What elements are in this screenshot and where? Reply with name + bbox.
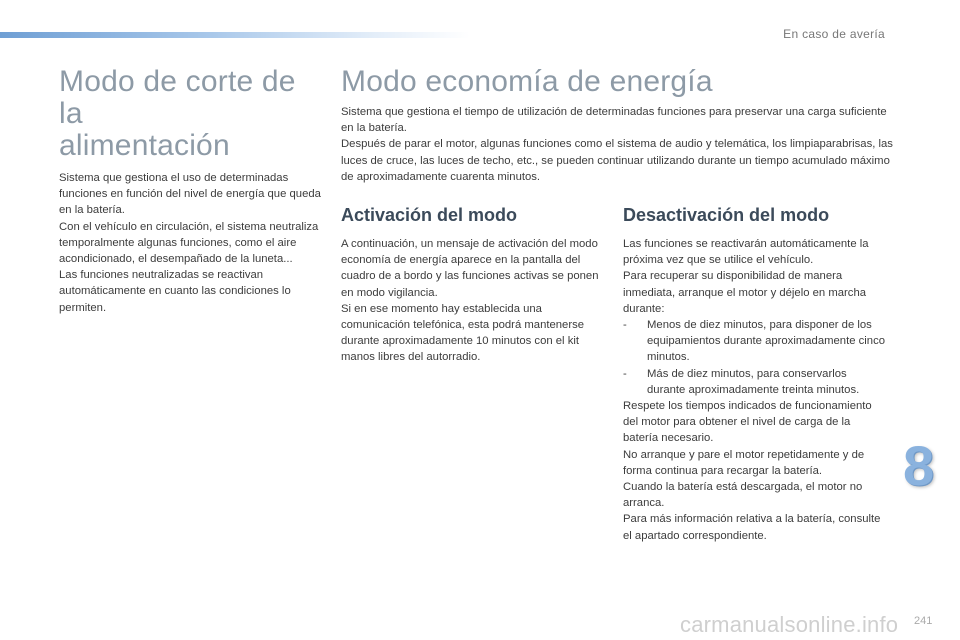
activation-paragraph: A continuación, un mensaje de activación del modo economía de energía aparece en la pantalla del cuadro de a bordo y las funciones activas se ponen en modo vigilancia. [341,238,599,299]
section-header: En caso de avería [783,27,885,41]
power-cut-title-line2: alimentación [59,129,230,162]
deactivation-paragraph: Para más información relativa a la batería, consulte el apartado correspondiente. [623,513,881,542]
activation-title: Activación del modo [341,205,518,225]
deactivation-paragraph: Las funciones se reactivarán automáticamente la próxima vez que se utilice el vehículo. [623,238,869,267]
deactivation-bullet [623,317,885,366]
deactivation-paragraph: Para recuperar su disponibilidad de manera inmediata, arranque el motor y déjelo en marcha durante: [623,270,867,315]
bullet-dash: - [623,367,627,380]
power-cut-title-line1: Modo de corte de la [59,65,296,130]
energy-saving-paragraph: Sistema que gestiona el tiempo de utilización de determinadas funciones para preservar una carga suficiente en la batería. [341,106,887,135]
activation-section [341,204,603,366]
energy-saving-title: Modo economía de energía [341,65,713,98]
deactivation-title: Desactivación del modo [623,205,830,225]
power-cut-title [59,66,324,162]
power-cut-paragraph: Con el vehículo en circulación, el sistema neutraliza temporalmente algunas funciones, como el aire acondicionado, el desempañado de la luneta... [59,220,319,266]
deactivation-bullet [623,366,885,398]
bullet-dash: - [623,319,627,332]
bullet-text: Más de diez minutos, para conservarlos durante aproximadamente treinta minutos. [647,367,860,396]
power-cut-paragraph: Las funciones neutralizadas se reactivan automáticamente en cuanto las condiciones lo permiten. [59,269,291,314]
power-cut-section [59,66,324,316]
deactivation-paragraph: No arranque y pare el motor repetidamente y de forma continua para recargar la batería. [623,448,865,477]
energy-saving-section [341,66,896,185]
page-number: 241 [914,615,933,627]
chapter-number: 8 [903,434,935,497]
header-accent-bar [0,32,470,38]
activation-paragraph: Si en ese momento hay establecida una comunicación telefónica, esta podrá mantenerse durante aproximadamente 10 minutos con el kit manos libres del autorradio. [341,302,585,364]
deactivation-paragraph: Respete los tiempos indicados de funcionamiento del motor para obtener el nivel de carga de la batería necesario. [623,400,872,445]
energy-saving-paragraph: Después de parar el motor, algunas funciones como el sistema de audio y telemática, los limpiaparabrisas, las luces de cruce, las luces de techo, etc., se pueden continuar utilizando durante un tiempo acumulado máximo de aproximadamente cuarenta minutos. [341,138,893,183]
deactivation-paragraph: Cuando la batería está descargada, el motor no arranca. [623,481,863,510]
deactivation-section [623,204,885,544]
bullet-text: Menos de diez minutos, para disponer de los equipamientos durante aproximadamente cinco minutos. [647,319,886,364]
power-cut-paragraph: Sistema que gestiona el uso de determinadas funciones en función del nivel de energía que queda en la batería. [59,172,321,217]
watermark: carmanualsonline.info [680,612,899,637]
